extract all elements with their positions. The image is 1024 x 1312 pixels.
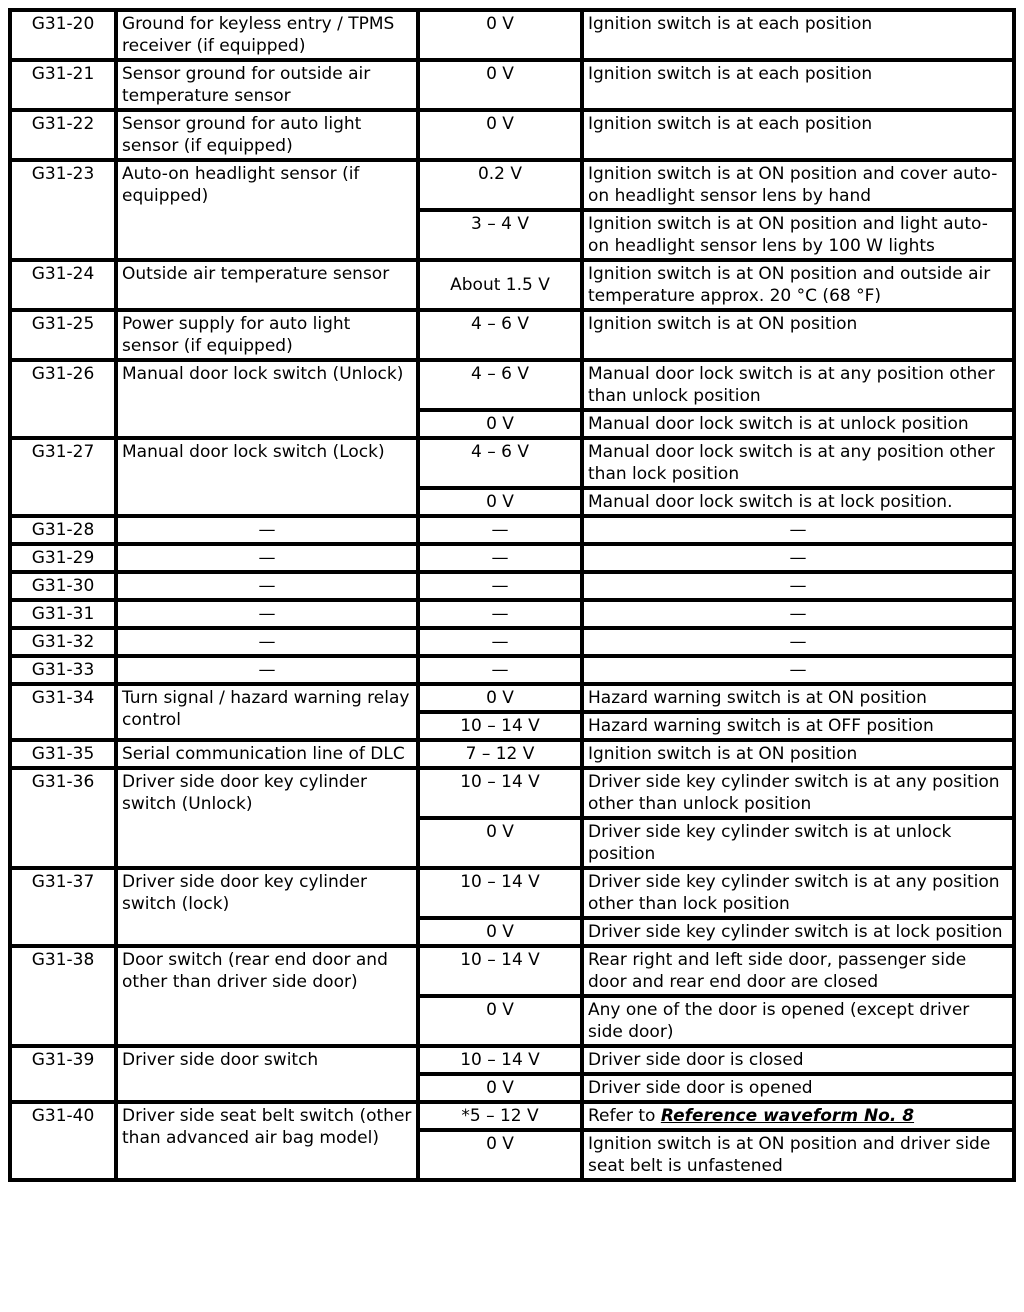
- condition-cell: Hazard warning switch is at ON position: [582, 684, 1014, 712]
- voltage-cell: 0 V: [418, 918, 582, 946]
- connection-cell: —: [116, 516, 418, 544]
- condition-cell: Hazard warning switch is at OFF position: [582, 712, 1014, 740]
- condition-prefix: Refer to: [588, 1106, 661, 1126]
- condition-cell: Driver side key cylinder switch is at any position other than lock position: [582, 868, 1014, 918]
- terminal-cell: G31-25: [10, 310, 116, 360]
- condition-cell: —: [582, 572, 1014, 600]
- table-row: [10, 260, 1014, 310]
- connection-cell: Turn signal / hazard warning relay control: [116, 684, 418, 740]
- voltage-cell: 10 – 14 V: [418, 712, 582, 740]
- condition-cell: —: [582, 516, 1014, 544]
- voltage-cell: 10 – 14 V: [418, 868, 582, 918]
- table-row: [10, 438, 1014, 488]
- table-row: [10, 1046, 1014, 1074]
- voltage-cell: 4 – 6 V: [418, 360, 582, 410]
- terminal-cell: G31-34: [10, 684, 116, 740]
- table-row: [10, 868, 1014, 918]
- pin-voltage-table-page: [8, 8, 1016, 1182]
- connection-cell: Ground for keyless entry / TPMS receiver (if equipped): [116, 10, 418, 60]
- condition-cell: Rear right and left side door, passenger side door and rear end door are closed: [582, 946, 1014, 996]
- table-row: [10, 1102, 1014, 1130]
- table-row: [10, 516, 1014, 544]
- condition-cell: —: [582, 656, 1014, 684]
- voltage-cell: —: [418, 656, 582, 684]
- condition-cell: Ignition switch is at ON position and light auto-on headlight sensor lens by 100 W lights: [582, 210, 1014, 260]
- voltage-cell: —: [418, 600, 582, 628]
- table-row: [10, 684, 1014, 712]
- condition-cell: Driver side door is opened: [582, 1074, 1014, 1102]
- voltage-cell: 0.2 V: [418, 160, 582, 210]
- voltage-cell: 10 – 14 V: [418, 1046, 582, 1074]
- condition-cell: Manual door lock switch is at unlock position: [582, 410, 1014, 438]
- terminal-cell: G31-39: [10, 1046, 116, 1102]
- voltage-cell: 4 – 6 V: [418, 310, 582, 360]
- connection-cell: Driver side door key cylinder switch (Unlock): [116, 768, 418, 868]
- table-row: [10, 572, 1014, 600]
- terminal-cell: G31-27: [10, 438, 116, 516]
- condition-cell: Ignition switch is at ON position: [582, 740, 1014, 768]
- voltage-cell: 0 V: [418, 1130, 582, 1180]
- voltage-cell: 10 – 14 V: [418, 946, 582, 996]
- connection-cell: Sensor ground for auto light sensor (if equipped): [116, 110, 418, 160]
- connection-cell: —: [116, 572, 418, 600]
- voltage-cell: 0 V: [418, 410, 582, 438]
- table-row: [10, 110, 1014, 160]
- terminal-cell: G31-26: [10, 360, 116, 438]
- table-row: [10, 360, 1014, 410]
- voltage-cell: 0 V: [418, 684, 582, 712]
- condition-cell: Ignition switch is at each position: [582, 110, 1014, 160]
- table-row: [10, 310, 1014, 360]
- table-row: [10, 10, 1014, 60]
- connection-cell: Driver side seat belt switch (other than advanced air bag model): [116, 1102, 418, 1180]
- table-row: [10, 740, 1014, 768]
- connection-cell: Outside air temperature sensor: [116, 260, 418, 310]
- connection-cell: Manual door lock switch (Lock): [116, 438, 418, 516]
- voltage-cell: 0 V: [418, 996, 582, 1046]
- terminal-cell: G31-38: [10, 946, 116, 1046]
- voltage-cell: *5 – 12 V: [418, 1102, 582, 1130]
- connection-cell: —: [116, 656, 418, 684]
- connection-cell: Manual door lock switch (Unlock): [116, 360, 418, 438]
- terminal-cell: G31-31: [10, 600, 116, 628]
- connection-cell: Serial communication line of DLC: [116, 740, 418, 768]
- voltage-cell: 0 V: [418, 488, 582, 516]
- voltage-cell: 0 V: [418, 818, 582, 868]
- terminal-cell: G31-30: [10, 572, 116, 600]
- condition-cell: —: [582, 600, 1014, 628]
- condition-cell: Driver side key cylinder switch is at unlock position: [582, 818, 1014, 868]
- connection-cell: Driver side door key cylinder switch (lock): [116, 868, 418, 946]
- terminal-cell: G31-37: [10, 868, 116, 946]
- condition-cell: Ignition switch is at ON position and driver side seat belt is unfastened: [582, 1130, 1014, 1180]
- terminal-cell: G31-22: [10, 110, 116, 160]
- connection-cell: —: [116, 628, 418, 656]
- condition-cell: Manual door lock switch is at any position other than lock position: [582, 438, 1014, 488]
- connection-cell: —: [116, 544, 418, 572]
- terminal-cell: G31-28: [10, 516, 116, 544]
- connection-cell: Auto-on headlight sensor (if equipped): [116, 160, 418, 260]
- condition-cell: Any one of the door is opened (except driver side door): [582, 996, 1014, 1046]
- connection-cell: Door switch (rear end door and other than driver side door): [116, 946, 418, 1046]
- condition-cell: Manual door lock switch is at lock position.: [582, 488, 1014, 516]
- reference-waveform-link[interactable]: Reference waveform No. 8: [660, 1106, 915, 1126]
- condition-cell: Ignition switch is at each position: [582, 10, 1014, 60]
- terminal-cell: G31-32: [10, 628, 116, 656]
- table-row: [10, 656, 1014, 684]
- table-row: [10, 544, 1014, 572]
- terminal-cell: G31-24: [10, 260, 116, 310]
- connection-cell: Sensor ground for outside air temperature sensor: [116, 60, 418, 110]
- voltage-cell: 10 – 14 V: [418, 768, 582, 818]
- condition-cell: Driver side door is closed: [582, 1046, 1014, 1074]
- table-row: [10, 60, 1014, 110]
- connection-cell: Power supply for auto light sensor (if equipped): [116, 310, 418, 360]
- voltage-cell: —: [418, 516, 582, 544]
- terminal-voltage-table: [8, 8, 1016, 1182]
- condition-cell: [582, 1102, 1014, 1130]
- voltage-cell: 4 – 6 V: [418, 438, 582, 488]
- voltage-cell: 7 – 12 V: [418, 740, 582, 768]
- voltage-cell: —: [418, 572, 582, 600]
- terminal-cell: G31-33: [10, 656, 116, 684]
- condition-cell: Ignition switch is at ON position and outside air temperature approx. 20 °C (68 °F): [582, 260, 1014, 310]
- connection-cell: Driver side door switch: [116, 1046, 418, 1102]
- terminal-cell: G31-21: [10, 60, 116, 110]
- voltage-cell: 0 V: [418, 110, 582, 160]
- condition-cell: Driver side key cylinder switch is at any position other than unlock position: [582, 768, 1014, 818]
- condition-cell: —: [582, 628, 1014, 656]
- condition-cell: Manual door lock switch is at any position other than unlock position: [582, 360, 1014, 410]
- voltage-cell: About 1.5 V: [418, 260, 582, 310]
- terminal-cell: G31-29: [10, 544, 116, 572]
- connection-cell: —: [116, 600, 418, 628]
- condition-cell: Ignition switch is at each position: [582, 60, 1014, 110]
- voltage-cell: —: [418, 544, 582, 572]
- table-row: [10, 946, 1014, 996]
- voltage-cell: 0 V: [418, 60, 582, 110]
- table-body: [10, 10, 1014, 1180]
- table-row: [10, 628, 1014, 656]
- terminal-cell: G31-35: [10, 740, 116, 768]
- terminal-cell: G31-23: [10, 160, 116, 260]
- table-row: [10, 600, 1014, 628]
- condition-cell: Ignition switch is at ON position and cover auto-on headlight sensor lens by hand: [582, 160, 1014, 210]
- table-row: [10, 768, 1014, 818]
- voltage-cell: 0 V: [418, 10, 582, 60]
- condition-cell: Ignition switch is at ON position: [582, 310, 1014, 360]
- terminal-cell: G31-40: [10, 1102, 116, 1180]
- voltage-cell: —: [418, 628, 582, 656]
- table-row: [10, 160, 1014, 210]
- condition-cell: Driver side key cylinder switch is at lock position: [582, 918, 1014, 946]
- voltage-cell: 3 – 4 V: [418, 210, 582, 260]
- condition-cell: —: [582, 544, 1014, 572]
- terminal-cell: G31-20: [10, 10, 116, 60]
- terminal-cell: G31-36: [10, 768, 116, 868]
- voltage-cell: 0 V: [418, 1074, 582, 1102]
